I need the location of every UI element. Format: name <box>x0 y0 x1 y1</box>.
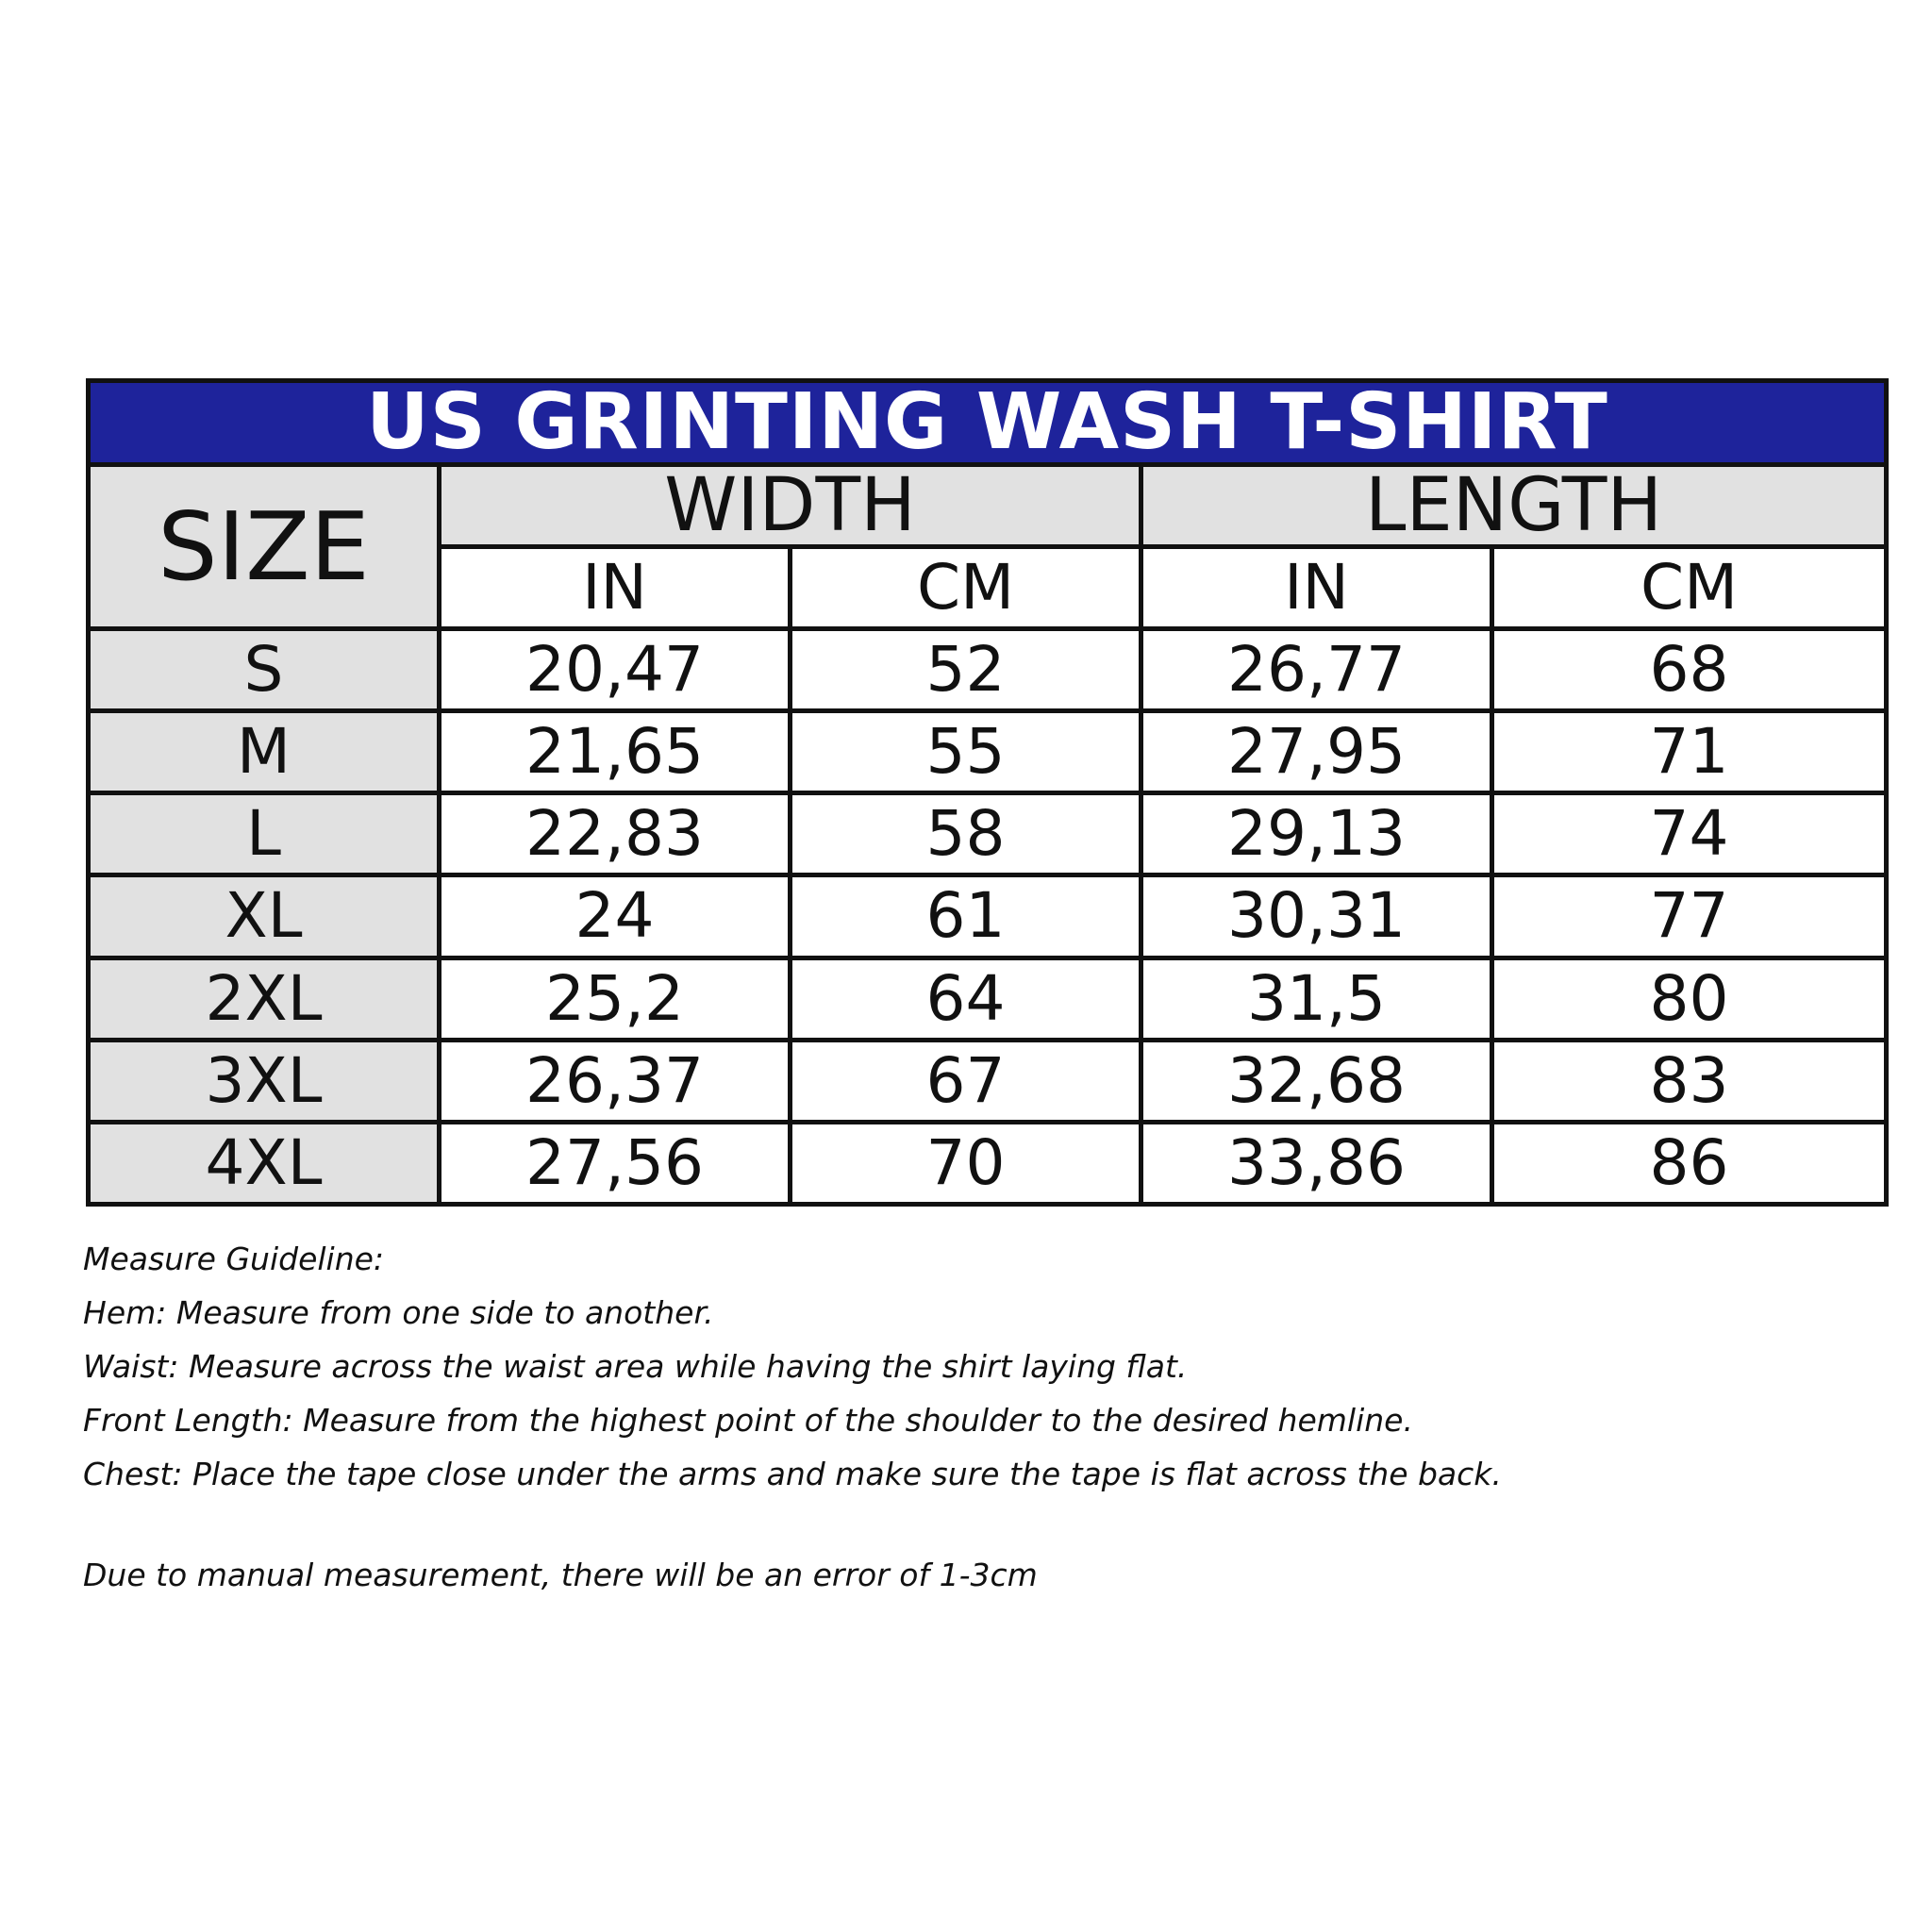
size-cell: 4XL <box>89 1122 440 1204</box>
width-cm-cell: 67 <box>791 1040 1141 1122</box>
length-cm-cell: 83 <box>1492 1040 1887 1122</box>
width-in-cell: 21,65 <box>440 711 791 793</box>
length-cm-cell: 68 <box>1492 629 1887 711</box>
guideline-waist: Waist: Measure across the waist area while having the shirt laying flat. <box>83 1348 1188 1385</box>
width-cm-cell: 58 <box>791 793 1141 875</box>
measure-guideline <box>83 1232 1857 1501</box>
group-header-row <box>89 465 1887 547</box>
width-in-cell: 24 <box>440 875 791 958</box>
length-in-cell: 33,86 <box>1141 1122 1492 1204</box>
table-row <box>89 711 1887 793</box>
guideline-chest: Chest: Place the tape close under the arms and make sure the tape is flat across the back. <box>83 1456 1502 1492</box>
guideline-heading: Measure Guideline: <box>83 1241 385 1277</box>
width-cm-cell: 70 <box>791 1122 1141 1204</box>
length-in-cell: 31,5 <box>1141 958 1492 1040</box>
table-row <box>89 958 1887 1040</box>
length-in-header: IN <box>1141 547 1492 629</box>
size-cell: L <box>89 793 440 875</box>
table-row <box>89 1040 1887 1122</box>
width-cm-cell: 61 <box>791 875 1141 958</box>
length-cm-cell: 77 <box>1492 875 1887 958</box>
width-in-cell: 22,83 <box>440 793 791 875</box>
length-cm-cell: 86 <box>1492 1122 1887 1204</box>
length-cm-cell: 80 <box>1492 958 1887 1040</box>
width-cm-cell: 55 <box>791 711 1141 793</box>
measurement-disclaimer: Due to manual measurement, there will be an error of 1-3cm <box>83 1557 1038 1593</box>
length-group-header: LENGTH <box>1141 465 1887 547</box>
table-row <box>89 875 1887 958</box>
guideline-hem: Hem: Measure from one side to another. <box>83 1294 714 1331</box>
width-in-header: IN <box>440 547 791 629</box>
length-in-cell: 27,95 <box>1141 711 1492 793</box>
length-in-cell: 30,31 <box>1141 875 1492 958</box>
width-cm-cell: 52 <box>791 629 1141 711</box>
size-cell: 3XL <box>89 1040 440 1122</box>
length-in-cell: 26,77 <box>1141 629 1492 711</box>
length-cm-header: CM <box>1492 547 1887 629</box>
table-row <box>89 793 1887 875</box>
width-in-cell: 25,2 <box>440 958 791 1040</box>
length-in-cell: 32,68 <box>1141 1040 1492 1122</box>
width-cm-header: CM <box>791 547 1141 629</box>
guideline-front-length: Front Length: Measure from the highest point of the shoulder to the desired hemline. <box>83 1402 1413 1439</box>
size-cell: M <box>89 711 440 793</box>
size-cell: XL <box>89 875 440 958</box>
width-in-cell: 27,56 <box>440 1122 791 1204</box>
title-row <box>89 381 1887 465</box>
table-row <box>89 1122 1887 1204</box>
width-cm-cell: 64 <box>791 958 1141 1040</box>
length-cm-cell: 74 <box>1492 793 1887 875</box>
width-in-cell: 20,47 <box>440 629 791 711</box>
size-chart-table <box>86 378 1889 1207</box>
chart-title: US GRINTING WASH T-SHIRT <box>89 381 1887 465</box>
width-in-cell: 26,37 <box>440 1040 791 1122</box>
size-cell: 2XL <box>89 958 440 1040</box>
table-row <box>89 629 1887 711</box>
length-in-cell: 29,13 <box>1141 793 1492 875</box>
size-cell: S <box>89 629 440 711</box>
length-cm-cell: 71 <box>1492 711 1887 793</box>
size-column-header: SIZE <box>89 465 440 629</box>
width-group-header: WIDTH <box>440 465 1141 547</box>
